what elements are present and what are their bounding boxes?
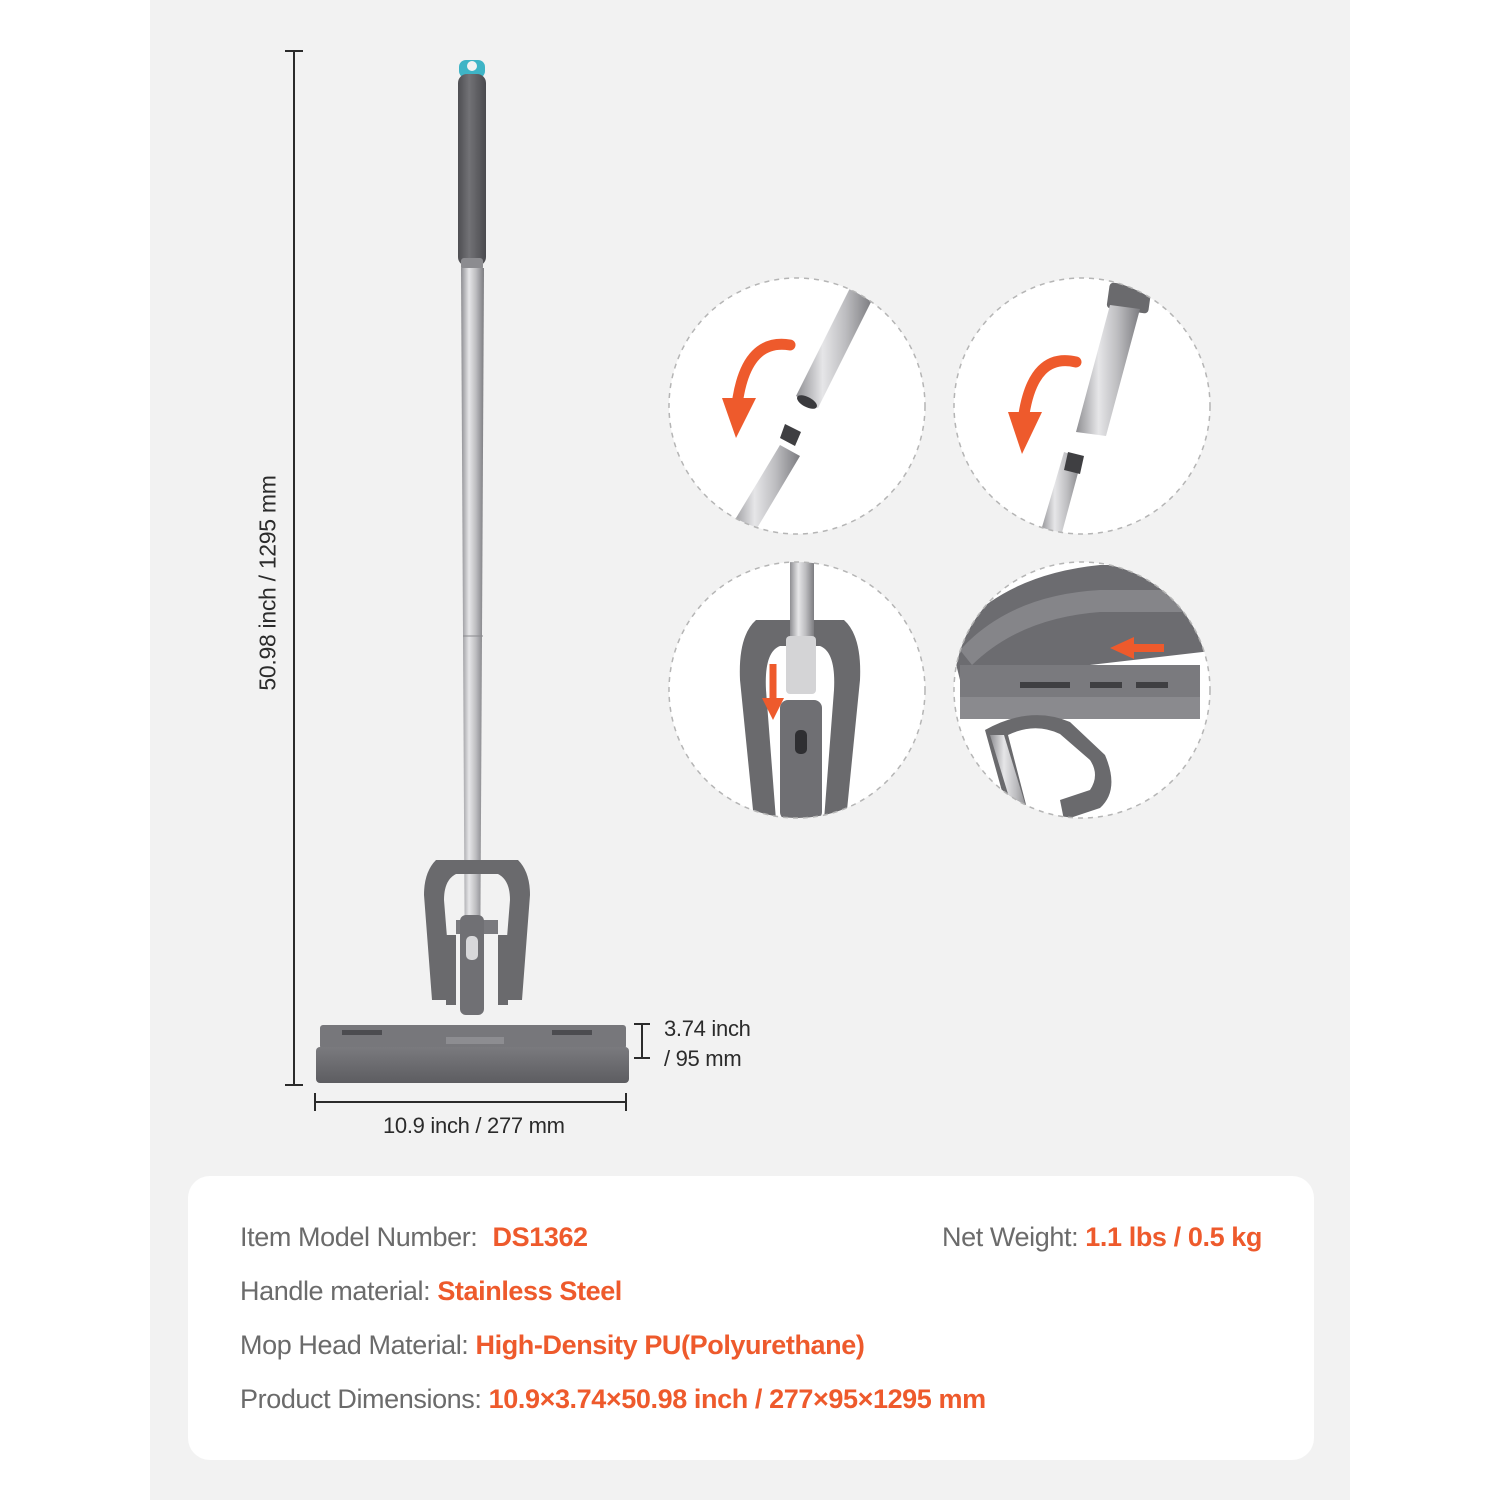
spec-size-label: Product Dimensions: [240, 1384, 482, 1414]
spec-size [240, 1384, 986, 1415]
spec-card [188, 1176, 1314, 1460]
spec-head-value: High-Density PU(Polyurethane) [475, 1330, 865, 1360]
spec-weight-label: Net Weight: [942, 1222, 1079, 1252]
spec-handle [240, 1276, 622, 1307]
detail-circle-unscrew-1 [669, 278, 925, 540]
detail-circle-insert-handle [669, 560, 925, 820]
spec-head [240, 1330, 864, 1361]
height-dimension-line [285, 51, 303, 1085]
height-dimension-label: 50.98 inch / 1295 mm [254, 475, 281, 691]
mop-head [316, 1025, 629, 1083]
spec-weight [942, 1222, 1262, 1253]
width-dimension-line [315, 1093, 626, 1111]
spec-handle-value: Stainless Steel [437, 1276, 622, 1306]
spec-handle-label: Handle material: [240, 1276, 431, 1306]
spec-head-label: Mop Head Material: [240, 1330, 469, 1360]
thickness-mm: / 95 mm [664, 1046, 742, 1071]
handle-shaft [461, 268, 484, 1000]
spec-model-label: Item Model Number: [240, 1222, 478, 1252]
detail-circle-unscrew-2 [954, 278, 1210, 540]
spec-model [240, 1222, 588, 1253]
spec-weight-value: 1.1 lbs / 0.5 kg [1085, 1222, 1262, 1252]
detail-circle-install-head [950, 562, 1220, 820]
handle-grip [458, 74, 486, 266]
width-dimension-label: 10.9 inch / 277 mm [383, 1113, 565, 1138]
spec-size-value: 10.9×3.74×50.98 inch / 277×95×1295 mm [488, 1384, 986, 1414]
mop-full-view [316, 60, 629, 1083]
thickness-inch: 3.74 inch [664, 1016, 751, 1041]
spec-model-value: DS1362 [492, 1222, 588, 1252]
thickness-dimension-label [664, 1014, 751, 1074]
thickness-dimension-line [634, 1024, 650, 1058]
